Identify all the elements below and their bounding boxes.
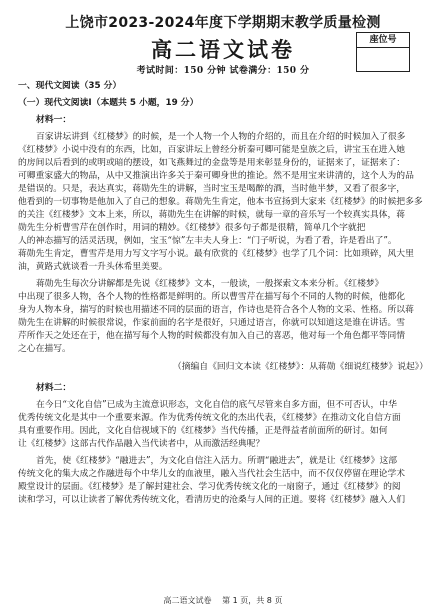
exam-info: 考试时间：150 分钟 试卷满分：150 分 <box>136 66 310 76</box>
section-heading: 一、现代文阅读（35 分） <box>18 81 122 91</box>
text-line: 在今日“文化自信”已成为主流意识形态，文化自信的底气尽管来自多方面，但不可否认，中华 <box>36 400 397 410</box>
footer-exam: 高二语文试卷 <box>163 596 212 605</box>
material-label: 材料二： <box>36 383 72 393</box>
text-line: 身为人物本身，揣写的时候也用描述不同的层面的语言，作诗也是符合各个人物的文采、性格。所以蒋 <box>18 305 414 315</box>
text-line: 百家讲坛讲到《红楼梦》的时候，是一个人物一个人物的介绍的，而且在介绍的时候加入了很多 <box>36 132 406 142</box>
text-line: 中出现了很多人物，各个人物的性格都是鲜明的。所以曹雪芹在描写每个不同的人物的时候，他都化 <box>18 292 406 302</box>
text-line: 殿堂设计的层面。《红楼梦》是了解封建社会、学习优秀传统文化的一扇窗子，通过《红楼梦》的阅 <box>18 482 401 492</box>
text-line: 《红楼梦》小说中没有的东西，比如，百家讲坛上曾经分析秦可卿可能是皇族之后，讲宝玉在进入她 <box>18 145 406 155</box>
text-line: 之心在描写。 <box>18 344 71 354</box>
text-line: 蒋勋先生每次分讲解都是先说《红楼梦》文本，一般读，一般探索文本来分析。《红楼梦》 <box>36 279 384 289</box>
text-line: 芹所作天之处还在于，他在描写每个人物的时候都没有加入自己的喜恶，他对每一个角色都平等同情 <box>18 331 406 341</box>
text-line: 是错误的。只是，表达真实，蒋勋先生的讲解，当时宝玉是喝醉的酒，当时他半梦，又看了很多字， <box>18 184 406 194</box>
text-line: 蒋勋先生肯定，曹雪芹是用力写文字写小说。最有欣赏的《红楼梦》也学了几个词：比如琐碎，风大里 <box>18 249 414 259</box>
text-line: 首先，使《红楼梦》“融进去”，为文化自信注入活力。所谓“融进去”，就是让《红楼梦》这部 <box>36 456 398 466</box>
text-line: 勋先生在讲解的时候很常说，作家前面的名字是很好，只通过语言，你就可以知道这是谁在讲话。雪 <box>18 318 406 328</box>
text-line: 勋先生分析曹雪芹在创作时，用词的精妙。《红楼梦》很多句子都是很精，简单几个字就把 <box>18 223 366 233</box>
text-line: 读和学习，可以让读者了解优秀传统文化，看清历史的沧桑与人间的正道。要将《红楼梦》融入人们 <box>18 495 406 505</box>
text-line: 优秀传统文化是其中一个重要来源。作为优秀传统文化的杰出代表，《红楼梦》在推动文化自信方面 <box>18 413 401 423</box>
source-citation: （摘编自《回归文本读《红楼梦》：从蒋勋《细说红楼梦》说起》） <box>172 362 428 372</box>
text-line: 的关注《红楼梦》文本上来，所以，蒋勋先生在讲解的时候，就每一章的音乐写一个较真实具体，蒋 <box>18 210 406 220</box>
page-footer <box>0 595 446 606</box>
subsection-heading: （一）现代文阅读Ⅰ（本题共 5 小题，19 分） <box>18 98 199 108</box>
material-label: 材料一： <box>36 115 72 125</box>
text-line: 的房间以后看到的或明或暗的摆设，如飞燕舞过的金盘等是用来彰显身份的，证据来了，证据来了： <box>18 158 406 168</box>
text-line: 让《红楼梦》这部古代作品融入当代读者中，从而激活经典呢？ <box>18 439 265 449</box>
text-line: 具有重要作用。因此，文化自信视域下的《红楼梦》当代传播，正是得益者前面所的研讨。如何 <box>18 426 388 436</box>
text-line: 可卿重家盛大的物品，从中又推演出许多关于秦可卿身世的推论。然不是用宝来讲清的，这个人为的品 <box>18 171 414 181</box>
seat-label: 座位号 <box>357 33 409 48</box>
text-line: 人的神态描写的活灵活现，例如，宝玉“惊”左丰夫人身上：“门子听说，为看了看，许是看出了”。 <box>18 236 397 246</box>
footer-page: 第 1 页，共 8 页 <box>222 596 283 605</box>
page-title: 高二语文试卷 <box>151 38 295 62</box>
text-line: 传统文化的集大成之作融进每个中华儿女的血液里，融入当代社会生活中，而不仅仅停留在理论学术 <box>18 469 406 479</box>
exam-name: 上饶市2023-2024年度下学期期末教学质量检测 <box>65 15 381 31</box>
text-line: 油，黄路式就谈看一升头休希里美要。 <box>18 262 168 272</box>
text-line: 他看到的一切事物是他加入了自己的想象。蒋勋先生肯定，他本书宣扬到大家来《红楼梦》的时候把多多 <box>18 197 423 207</box>
